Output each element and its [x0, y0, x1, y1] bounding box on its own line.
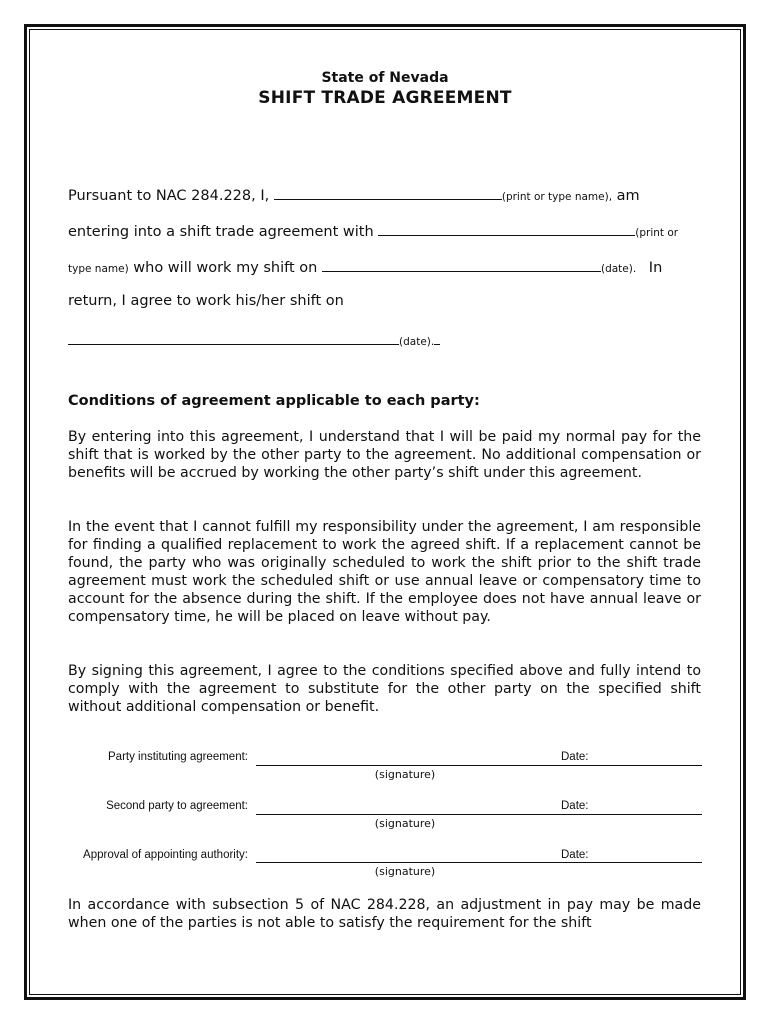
form-line-4: return, I agree to work his/her shift on	[68, 293, 344, 309]
employee-name-field[interactable]	[274, 185, 502, 200]
appointing-authority-signature-line[interactable]	[256, 862, 556, 863]
form-line-2	[68, 221, 678, 240]
party-instituting-label: Party instituting agreement:	[108, 751, 248, 763]
trailing-underline	[434, 330, 440, 345]
signature-caption-3: (signature)	[374, 865, 436, 878]
signature-caption-1: (signature)	[374, 768, 436, 781]
line1-suffix: am	[616, 188, 640, 204]
condition-paragraph-1: By entering into this agreement, I understand that I will be paid my normal pay for the shift that is worked by the other party to the agreement. No additional compensation or benefits will be accrued by working the other party’s shift under this agreement.	[68, 429, 701, 481]
line1-prefix: Pursuant to NAC 284.228, I,	[68, 188, 270, 204]
date-label-1: Date:	[561, 751, 589, 763]
date-hint-2: (date).	[399, 336, 435, 348]
date-hint: (date).	[600, 263, 637, 275]
condition-paragraph-3: By signing this agreement, I agree to the conditions specified above and fully intend to comply with the agreement to substitute for the other party on the specified shift without additional compensation or benefit.	[68, 663, 701, 715]
party-instituting-signature-line[interactable]	[256, 765, 556, 766]
date-line-1[interactable]	[556, 765, 702, 766]
appointing-authority-label: Approval of appointing authority:	[83, 849, 248, 861]
date-label-2: Date:	[561, 800, 589, 812]
other-party-name-field[interactable]	[378, 221, 635, 236]
condition-paragraph-2: In the event that I cannot fulfill my responsibility under the agreement, I am responsible for finding a qualified replacement to work the agreed shift. If a replacement cannot be found, the party who was originally scheduled to work the shift prior to the shift trade agreement must work the scheduled shift or use annual leave or compensatory time to account for the absence during the shift. If the employee does not have annual leave or compensatory time, he will be placed on leave without pay.	[68, 519, 701, 625]
conditions-heading: Conditions of agreement applicable to each party:	[68, 393, 480, 409]
their-shift-date-field[interactable]	[68, 330, 399, 345]
line2-prefix: entering into a shift trade agreement with	[68, 224, 374, 240]
my-shift-date-field[interactable]	[322, 257, 601, 272]
second-party-label: Second party to agreement:	[106, 800, 248, 812]
second-party-signature-line[interactable]	[256, 814, 556, 815]
line3-text: who will work my shift on	[133, 260, 318, 276]
type-name-hint: type name)	[68, 263, 129, 275]
print-name-hint: (print or type name),	[501, 191, 613, 203]
document-title: SHIFT TRADE AGREEMENT	[258, 88, 512, 108]
form-line-1	[68, 185, 640, 204]
date-line-3[interactable]	[556, 862, 702, 863]
state-title: State of Nevada	[321, 70, 449, 86]
date-label-3: Date:	[561, 849, 589, 861]
signature-caption-2: (signature)	[374, 817, 436, 830]
form-line-3	[68, 257, 662, 276]
print-or-hint: (print or	[635, 227, 679, 239]
footer-paragraph: In accordance with subsection 5 of NAC 284.228, an adjustment in pay may be made when one of the parties is not able to satisfy the requirement for the shift	[68, 897, 701, 931]
form-line-5	[68, 330, 440, 349]
date-line-2[interactable]	[556, 814, 702, 815]
line3-suffix: In	[648, 260, 663, 276]
